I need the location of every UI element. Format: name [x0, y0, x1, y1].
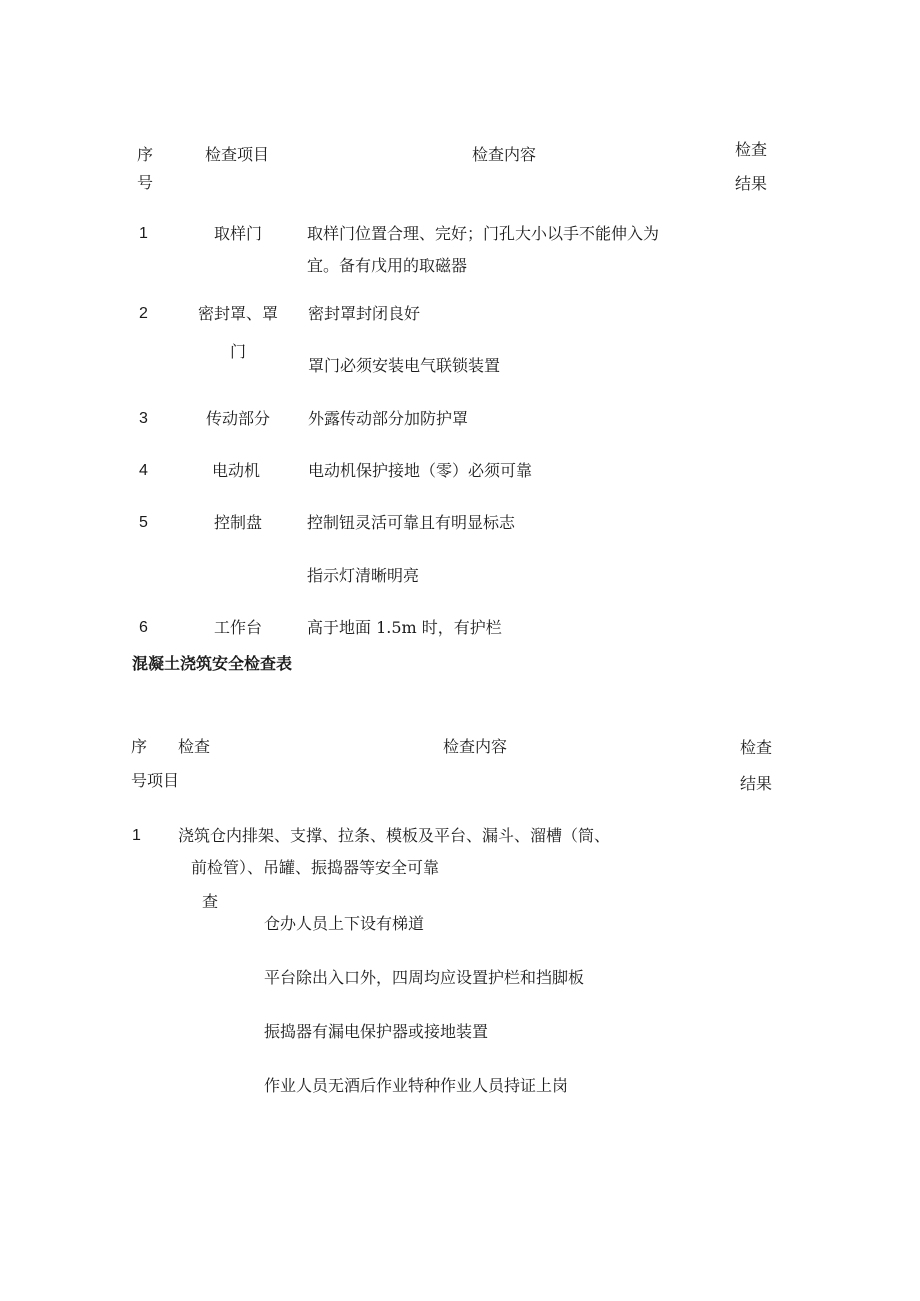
table1-header-seq-line1: 序: [137, 145, 154, 164]
table1-row2-content-line2: 罩门必须安装电气联锁装置: [308, 356, 501, 375]
table1-row5-item: 控制盘: [213, 513, 263, 532]
table1-row3-item: 传动部分: [205, 409, 271, 428]
table1-row6-item: 工作台: [213, 618, 263, 637]
table1-row4-item: 电动机: [211, 461, 261, 480]
table1-row2-no: 2: [139, 305, 148, 322]
table1-row1-no: 1: [139, 225, 148, 242]
table1-row2-item-line2: 门: [229, 342, 247, 361]
table1-header-result-line2: 结果: [735, 174, 768, 193]
table1-row1-content-line2: 宜。备有戊用的取磁器: [307, 256, 468, 275]
table1-row5-no: 5: [139, 514, 148, 531]
table2-header-seq: 序: [131, 737, 148, 756]
table1-row1-content-line1: 取样门位置合理、完好；门孔大小以手不能伸入为: [307, 224, 660, 243]
table2-row1-line1: 浇筑仓内排架、支撑、拉条、模板及平台、漏斗、溜槽（筒、: [178, 826, 611, 845]
table1-row5-content-line2: 指示灯清晰明亮: [307, 566, 420, 585]
table2-header-result-line2: 结果: [740, 774, 773, 793]
table1-row2-content-line1: 密封罩封闭良好: [308, 304, 421, 323]
table1-row3-no: 3: [139, 410, 148, 427]
table1-row6-no: 6: [139, 619, 148, 636]
table1-row1-item: 取样门: [213, 224, 263, 243]
table1-row2-item-line1: 密封罩、罩: [197, 304, 279, 323]
table2-row1-no: 1: [132, 827, 141, 844]
table1-row3-content: 外露传动部分加防护罩: [308, 409, 469, 428]
table2-header-item: 检查: [178, 737, 211, 756]
table2-row1-content-4: 作业人员无酒后作业特种作业人员持证上岗: [264, 1076, 569, 1095]
table1-header-result-line1: 检查: [735, 140, 768, 159]
table2-header-content: 检查内容: [443, 737, 508, 756]
table1-header-seq-line2: 号: [137, 173, 154, 192]
table1-header-content: 检查内容: [472, 145, 537, 164]
table2-row1-content-2: 平台除出入口外，四周均应设置护栏和挡脚板: [264, 968, 585, 987]
table2-header-seq-item-line2: 号项目: [131, 771, 180, 790]
table1-row4-no: 4: [139, 462, 148, 479]
table1-row4-content: 电动机保护接地（零）必须可靠: [308, 461, 533, 480]
table2-row1-line3: 查: [202, 892, 219, 911]
table2-header-result-line1: 检查: [740, 738, 773, 757]
table1-header-item: 检查项目: [205, 145, 270, 164]
table2-row1-line2: 前检管）、吊罐、振捣器等安全可靠: [191, 858, 440, 877]
table2-row1-content-3: 振捣器有漏电保护器或接地装置: [264, 1022, 489, 1041]
table1-row5-content-line1: 控制钮灵活可靠且有明显标志: [307, 513, 516, 532]
section2-title: 混凝土浇筑安全检查表: [132, 654, 293, 673]
table2-row1-content-1: 仓办人员上下设有梯道: [264, 914, 425, 933]
table1-row6-content: 高于地面 1.5m 时，有护栏: [307, 618, 502, 637]
